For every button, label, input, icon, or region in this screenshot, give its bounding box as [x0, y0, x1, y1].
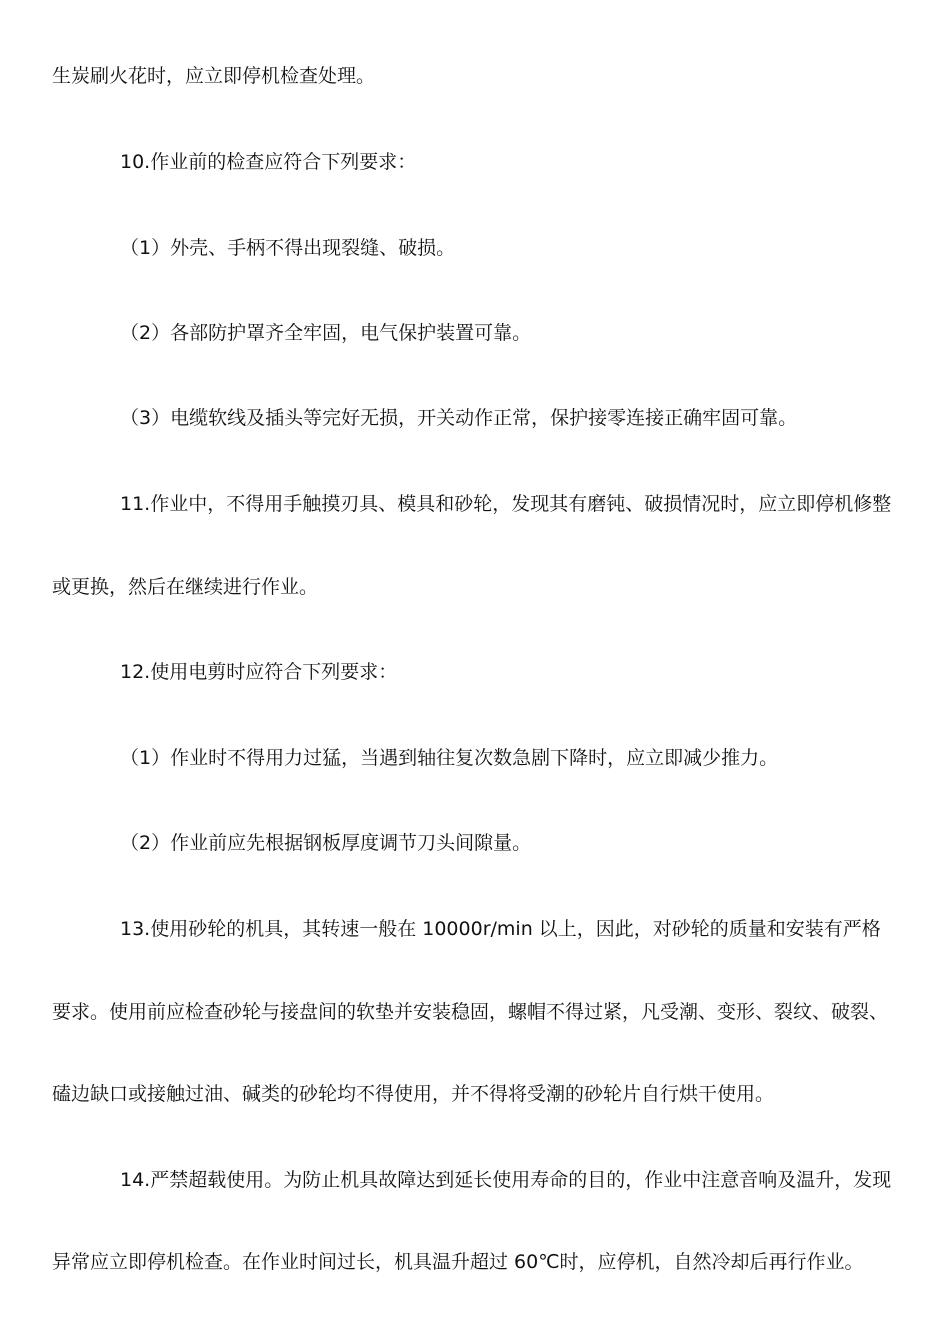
paragraph-line: 14.严禁超载使用。为防止机具故障达到延长使用寿命的目的，作业中注意音响及温升，发现: [120, 1169, 892, 1191]
paragraph-line: （1）作业时不得用力过猛，当遇到轴往复次数急剧下降时，应立即减少推力。: [120, 747, 779, 769]
paragraph-line: 11.作业中，不得用手触摸刃具、模具和砂轮，发现其有磨钝、破损情况时，应立即停机修整: [120, 493, 892, 515]
paragraph-line: （3）电缆软线及插头等完好无损，开关动作正常，保护接零连接正确牢固可靠。: [120, 407, 798, 429]
paragraph-line: （1）外壳、手柄不得出现裂缝、破损。: [120, 237, 456, 259]
paragraph-line: 10.作业前的检查应符合下列要求：: [120, 151, 417, 173]
paragraph-line: 或更换，然后在继续进行作业。: [52, 576, 319, 598]
paragraph-line: 要求。使用前应检查砂轮与接盘间的软垫并安装稳固，螺帽不得过紧，凡受潮、变形、裂纹、破裂、: [52, 1001, 889, 1023]
paragraph-line: （2）作业前应先根据钢板厚度调节刀头间隙量。: [120, 832, 532, 854]
paragraph-line: 生炭刷火花时，应立即停机检查处理。: [52, 65, 376, 87]
paragraph-line: 12.使用电剪时应符合下列要求：: [120, 661, 398, 683]
paragraph-line: 磕边缺口或接触过油、碱类的砂轮均不得使用，并不得将受潮的砂轮片自行烘干使用。: [52, 1083, 775, 1105]
paragraph-line: 13.使用砂轮的机具，其转速一般在 10000r/min 以上，因此，对砂轮的质量和安装有严格: [120, 918, 881, 940]
paragraph-line: （2）各部防护罩齐全牢固，电气保护装置可靠。: [120, 322, 532, 344]
paragraph-line: 异常应立即停机检查。在作业时间过长，机具温升超过 60℃时，应停机，自然冷却后再行作业。: [52, 1251, 864, 1273]
